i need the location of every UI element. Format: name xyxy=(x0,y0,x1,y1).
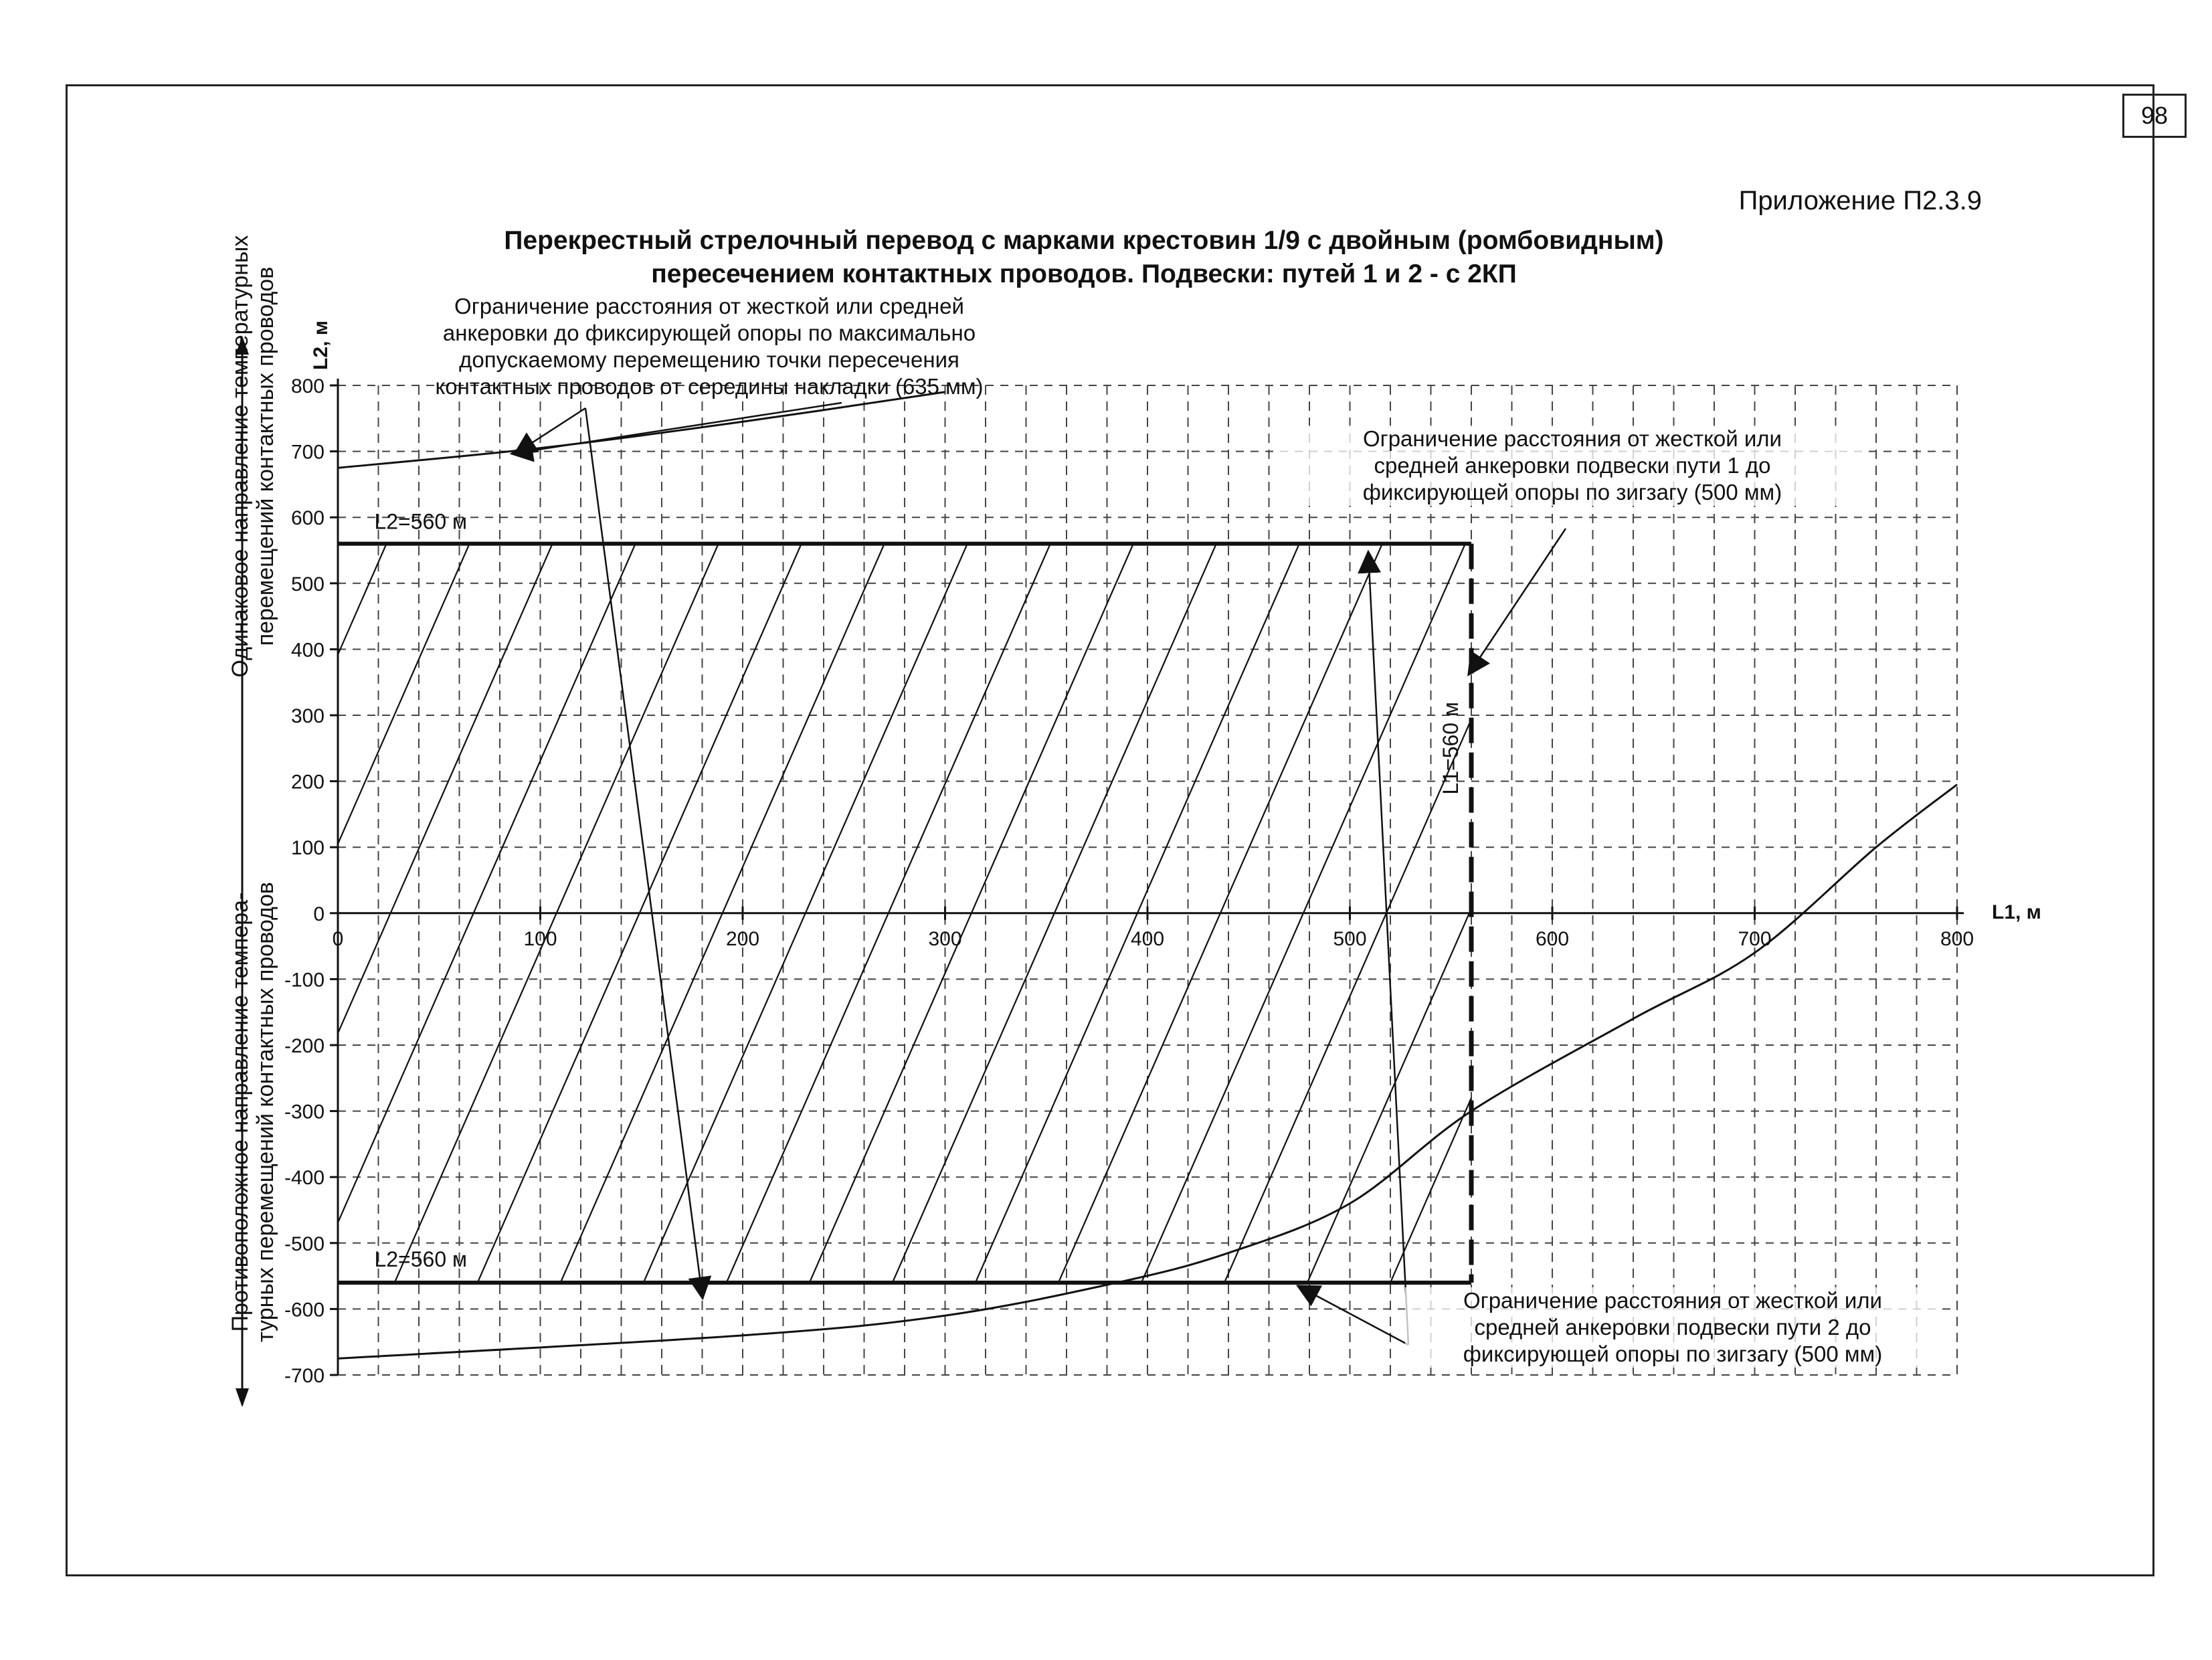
y-tick-label: -100 xyxy=(284,969,325,992)
annotation-line: фиксирующей опоры по зигзагу (500 мм) xyxy=(1362,480,1782,504)
annotation-line: средней анкеровки подвески пути 2 до xyxy=(1474,1315,1871,1340)
y-tick-label: 500 xyxy=(290,573,325,595)
y-tick-label: 200 xyxy=(290,771,325,794)
grid-layer xyxy=(338,385,1957,1375)
y-tick-label: 800 xyxy=(290,375,325,397)
y-tick-label: 600 xyxy=(290,507,325,530)
x-tick-label: 0 xyxy=(332,927,344,950)
chart-title-line2: пересечением контактных проводов. Подвески: путей 1 и 2 - с 2КП xyxy=(651,260,1517,288)
x-tick-label: 700 xyxy=(1738,927,1772,950)
annotation-line: Ограничение расстояния от жесткой или xyxy=(1362,426,1782,451)
annotation-arrow xyxy=(1469,529,1566,674)
y-tick-label: 400 xyxy=(290,639,325,662)
limit-label-lower: L2=560 м xyxy=(374,1247,468,1271)
y-tick-label: 300 xyxy=(290,705,325,727)
y-tick-label: -400 xyxy=(284,1167,325,1190)
annotation-line: допускаемому перемещению точки пересечения xyxy=(459,347,959,372)
hatch-line xyxy=(0,544,138,1283)
annotation-top-left xyxy=(355,293,1064,400)
x-tick-label: 200 xyxy=(725,927,760,950)
annotation-top-right xyxy=(1278,426,1867,506)
y-label-line: Противоположное направление темпера- xyxy=(227,892,253,1332)
hatch-line xyxy=(0,544,55,1283)
y-tick-label: -700 xyxy=(284,1365,325,1387)
series-curve-1 xyxy=(338,392,945,468)
y-tick-label: -200 xyxy=(284,1035,325,1057)
annotation-arrow xyxy=(512,403,842,454)
x-axis-label: L1, м xyxy=(1992,901,2041,923)
y-tick-label: -300 xyxy=(284,1101,325,1123)
x-tick-label: 500 xyxy=(1333,927,1367,950)
annotation-arrow xyxy=(585,408,703,1298)
y-label-line: перемещений контактных проводов xyxy=(253,266,278,646)
y-axis-label-lower xyxy=(227,831,284,1393)
annotation-arrow xyxy=(1368,552,1408,1345)
x-tick-label: 300 xyxy=(928,927,962,950)
y-tick-label: -500 xyxy=(284,1232,325,1255)
annotation-line: средней анкеровки подвески пути 1 до xyxy=(1374,453,1771,478)
annotation-line: Ограничение расстояния от жесткой или средней xyxy=(454,294,964,318)
limit-label-L1: L1=560 м xyxy=(1439,702,1463,795)
y-axis-label: L2, м xyxy=(310,320,332,370)
chart-title-line1: Перекрестный стрелочный перевод с марками крестовин 1/9 с двойным (ромбовидным) xyxy=(504,226,1664,255)
appendix-label: Приложение П2.3.9 xyxy=(1738,186,1982,215)
page-number: 98 xyxy=(2122,94,2187,138)
limits-layer xyxy=(338,510,1471,1283)
y-tick-label: 700 xyxy=(290,441,325,464)
y-tick-label: 0 xyxy=(313,903,325,925)
x-tick-label: 800 xyxy=(1940,927,1974,950)
x-tick-label: 100 xyxy=(523,927,557,950)
annotation-line: Ограничение расстояния от жесткой или xyxy=(1463,1288,1882,1313)
annotation-arrow xyxy=(1298,1286,1408,1345)
annotation-bottom-right xyxy=(1405,1287,1940,1368)
y-axis-label-upper xyxy=(227,209,284,704)
x-tick-label: 400 xyxy=(1130,927,1165,950)
annotation-line: анкеровки до фиксирующей опоры по максимально xyxy=(442,320,976,345)
y-label-line: Одинаковое направление температурных xyxy=(227,235,253,678)
annotation-line: контактных проводов от середины накладки (635 мм) xyxy=(435,374,984,399)
y-tick-label: 100 xyxy=(290,837,325,860)
limit-label-upper: L2=560 м xyxy=(374,509,468,534)
hatch-line xyxy=(0,544,221,1283)
y-label-line: турных перемещений контактных проводов xyxy=(253,882,278,1342)
x-tick-label: 600 xyxy=(1535,927,1570,950)
y-tick-label: -600 xyxy=(284,1299,325,1321)
annotation-line: фиксирующей опоры по зигзагу (500 мм) xyxy=(1463,1342,1883,1366)
